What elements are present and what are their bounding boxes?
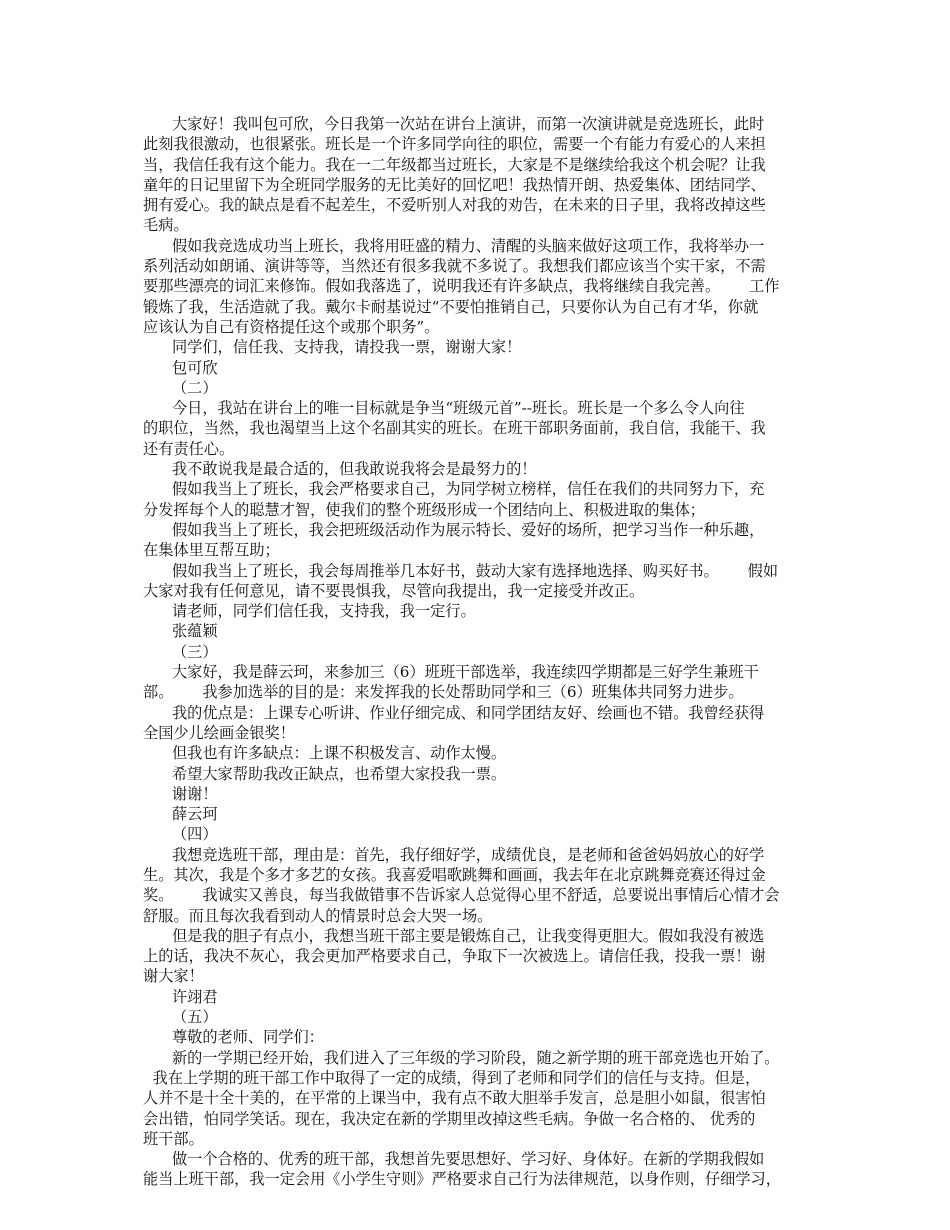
text-line: 许翊君 — [143, 987, 218, 1006]
text-line: 还有责任心。 — [143, 439, 235, 458]
text-line: （二） — [143, 378, 218, 397]
text-line: 张蕴颖 — [143, 622, 218, 641]
text-line: 大家好！我叫包可欣，今日我第一次站在讲台上演讲，而第一次演讲就是竞选班长，此时 — [143, 115, 765, 133]
text-line: 人并不是十全十美的，在平常的上课当中，我有点不敢大胆举手发言，总是胆小如鼠，很害怕 — [143, 1089, 766, 1108]
text-line: 大家对我有任何意见，请不要畏惧我，尽管向我提出，我一定接受并改正。 — [143, 581, 645, 600]
text-line: 假如我竞选成功当上班长，我将用旺盛的精力、清醒的头脑来做好这项工作，我将举办一 — [143, 236, 765, 255]
text-line: 我不敢说我是最合适的，但我敢说我将会是最努力的！ — [143, 460, 537, 479]
text-line: 我在上学期的班干部工作中取得了一定的成绩，得到了老师和同学们的信任与支持。但是， — [143, 1068, 761, 1087]
text-line: 会出错，怕同学笑话。现在，我决定在新的学期里改掉这些毛病。争做一名合格的、 优秀的 — [143, 1109, 756, 1128]
text-line: 假如我当上了班长，我会严格要求自己，为同学树立榜样，信任在我们的共同努力下，充 — [143, 480, 765, 499]
text-line: 我想竞选班干部，理由是：首先，我仔细好学，成绩优良，是老师和爸爸妈妈放心的好学 — [143, 845, 765, 864]
document-body — [143, 114, 821, 1190]
text-line: 假如我当上了班长，我会每周推举几本好书，鼓动大家有选择地选择、购买好书。 假如 — [143, 561, 779, 580]
text-line: 在集体里互帮互助； — [143, 541, 280, 560]
text-line: 应该认为自己有资格提任这个或那个职务”。 — [143, 317, 440, 336]
text-line: 的职位，当然，我也渴望当上这个名副其实的班长。在班干部职务面前，我自信，我能干、我 — [143, 419, 766, 438]
text-line: 但是我的胆子有点小，我想当班干部主要是锻炼自己，让我变得更胆大。假如我没有被选 — [143, 926, 765, 945]
text-line: 班干部。 — [143, 1129, 204, 1148]
text-line: 舒服。而且每次我看到动人的情景时总会大哭一场。 — [143, 906, 493, 925]
text-line: 童年的日记里留下为全班同学服务的无比美好的回忆吧！我热情开朗、热爱集体、团结同学、 — [143, 175, 766, 194]
text-line: 分发挥每个人的聪慧才智，使我们的整个班级形成一个团结向上、积极进取的集体； — [143, 500, 705, 519]
text-line: 锻炼了我，生活造就了我。戴尔卡耐基说过“不要怕推销自己，只要你认为自己有才华，你就 — [143, 297, 759, 316]
text-line: 同学们，信任我、支持我，请投我一票，谢谢大家！ — [143, 338, 522, 357]
text-line: 奖。 我诚实又善良，每当我做错事不告诉家人总觉得心里不舒适，总要说出事情后心情才会 — [143, 886, 780, 905]
text-line: 包可欣 — [143, 358, 218, 377]
text-line: 大家好，我是薛云珂，来参加三（6）班班干部选举，我连续四学期都是三好学生兼班干 — [143, 663, 759, 682]
text-line: 薛云珂 — [143, 805, 218, 824]
text-line: 毛病。 — [143, 216, 189, 235]
text-line: 今日，我站在讲台上的唯一目标就是争当“班级元首”--班长。班长是一个多么令人向往 — [143, 399, 745, 418]
text-line: 当，我信任我有这个能力。我在一二年级都当过班长，大家是不是继续给我这个机会呢？让我 — [143, 155, 766, 174]
text-line: 请老师，同学们信任我，支持我，我一定行。 — [143, 602, 476, 621]
text-line: （四） — [143, 825, 218, 844]
text-line: 拥有爱心。我的缺点是看不起差生，不爱听别人对我的劝告，在未来的日子里，我将改掉这些 — [143, 196, 766, 215]
text-line: 全国少儿绘画金银奖！ — [143, 723, 295, 742]
text-line: 做一个合格的、优秀的班干部，我想首先要思想好、学习好、身体好。在新的学期我假如 — [143, 1150, 765, 1169]
text-line: 生。其次，我是个多才多艺的女孩。我喜爱唱歌跳舞和画画，我去年在北京跳舞竞赛还得过金 — [143, 865, 766, 884]
text-line: 能当上班干部，我一定会用《小学生守则》严格要求自己行为法律规范，以身作则，仔细学习， — [143, 1170, 781, 1189]
text-line: 谢大家！ — [143, 967, 204, 986]
text-line: 但我也有许多缺点：上课不积极发言、动作太慢。 — [143, 744, 507, 763]
text-line: 假如我当上了班长，我会把班级活动作为展示特长、爱好的场所，把学习当作一种乐趣， — [143, 520, 765, 539]
text-line: 此刻我很激动，也很紧张。班长是一个许多同学向往的职位，需要一个有能力有爱心的人来担 — [143, 135, 766, 154]
text-line: 上的话，我决不灰心，我会更加严格要求自己，争取下一次被选上。请信任我，投我一票！谢 — [143, 947, 766, 966]
text-line: 新的一学期已经开始，我们进入了三年级的学习阶段，随之新学期的班干部竞选也开始了。 — [143, 1048, 780, 1067]
text-line: 部。 我参加选举的目的是：来发挥我的长处帮助同学和三（6）班集体共同努力进步。 — [143, 683, 744, 702]
text-line: （三） — [143, 642, 218, 661]
text-line: 系列活动如朗诵、演讲等等，当然还有很多我就不多说了。我想我们都应该当个实干家，不需 — [143, 257, 766, 276]
text-line: 希望大家帮助我改正缺点，也希望大家投我一票。 — [143, 764, 507, 783]
text-line: 我的优点是：上课专心听讲、作业仔细完成、和同学团结友好、绘画也不错。我曾经获得 — [143, 703, 765, 722]
text-line: （五） — [143, 1008, 218, 1027]
text-line: 谢谢！ — [143, 784, 218, 803]
text-line: 尊敬的老师、同学们： — [143, 1028, 324, 1047]
text-line: 要那些漂亮的词汇来修饰。假如我落选了，说明我还有许多缺点，我将继续自我完善。 工作 — [143, 277, 780, 296]
